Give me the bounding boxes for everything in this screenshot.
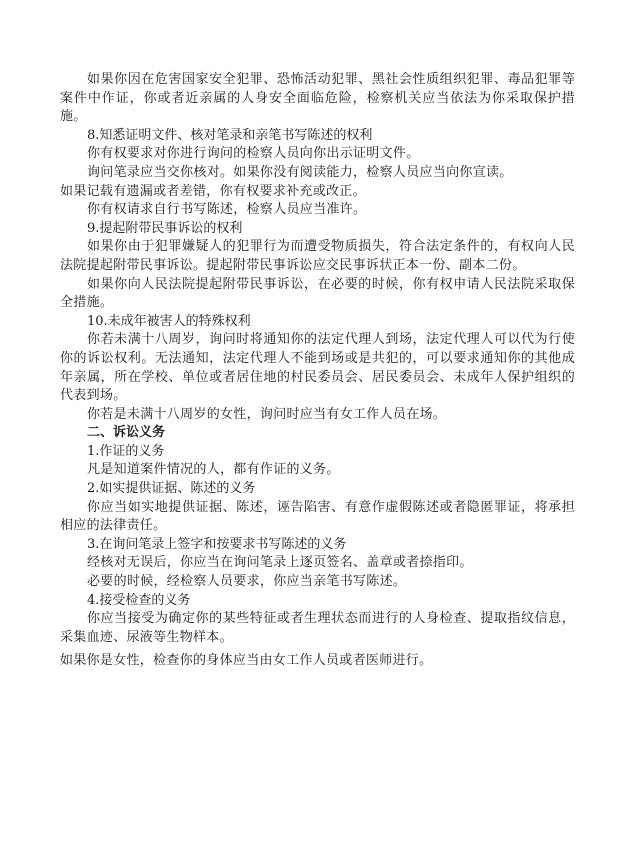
- paragraph: 你有权请求自行书写陈述，检察人员应当准许。: [87, 202, 367, 218]
- paragraph: 如果记载有遗漏或者差错，你有权要求补充或改正。: [60, 183, 366, 199]
- paragraph: 如果你由于犯罪嫌疑人的犯罪行为而遭受物质损失，符合法定条件的，有权向人民法院提起附带民事诉讼。提起附带民事诉讼应交民事诉状正本一份、副本二份。: [60, 239, 575, 273]
- document-body: [60, 71, 575, 671]
- paragraph: 询问笔录应当交你核对。如果你没有阅读能力，检察人员应当向你宣读。: [87, 164, 513, 180]
- subsection-heading: 10.未成年被害人的特殊权利: [87, 313, 251, 329]
- paragraph: 必要的时候，经检察人员要求，你应当亲笔书写陈述。: [87, 574, 407, 590]
- subsection-heading: 3.在询问笔录上签字和按要求书写陈述的义务: [87, 536, 347, 552]
- subsection-heading: 4.接受检查的义务: [87, 592, 191, 608]
- paragraph: 如果你是女性，检查你的身体应当由女工作人员或者医师进行。: [60, 653, 433, 669]
- paragraph: 如果你向人民法院提起附带民事诉讼，在必要的时候，你有权申请人民法院采取保全措施。: [60, 276, 575, 311]
- paragraph: 你有权要求对你进行询问的检察人员向你出示证明文件。: [87, 146, 420, 162]
- paragraph: 如果你因在危害国家安全犯罪、恐怖活动犯罪、黑社会性质组织犯罪、毒品犯罪等案件中作证，你或者近亲属的人身安全面临危险，检察机关应当依法为你采取保护措施。: [60, 72, 575, 125]
- paragraph: 凡是知道案件情况的人，都有作证的义务。: [87, 462, 340, 478]
- paragraph: 你应当如实地提供证据、陈述，诬告陷害、有意作虚假陈述或者隐匿罪证，将承担相应的法律责任。: [60, 499, 575, 534]
- paragraph: 经核对无误后，你应当在询问笔录上逐页签名、盖章或者捺指印。: [87, 555, 473, 571]
- subsection-heading: 9.提起附带民事诉讼的权利: [87, 220, 243, 236]
- paragraph: 你若未满十八周岁，询问时将通知你的法定代理人到场，法定代理人可以代为行使你的诉讼权利。无法通知，法定代理人不能到场或是共犯的，可以要求通知你的其他成年亲属，所在学校、单位或者居住地的村民委员会、居民委员会、未成年人保护组织的代表到场。: [60, 332, 575, 404]
- paragraph: 你若是未满十八周岁的女性，询问时应当有女工作人员在场。: [87, 406, 447, 422]
- subsection-heading: 2.如实提供证据、陈述的义务: [87, 481, 256, 497]
- subsection-heading: 8.知悉证明文件、核对笔录和亲笔书写陈述的权利: [87, 127, 373, 143]
- subsection-heading: 1.作证的义务: [87, 443, 165, 459]
- paragraph: 你应当接受为确定你的某些特征或者生理状态而进行的人身检查、提取指纹信息，采集血迹、尿液等生物样本。: [60, 611, 575, 645]
- section-heading: 二、诉讼义务: [87, 425, 166, 441]
